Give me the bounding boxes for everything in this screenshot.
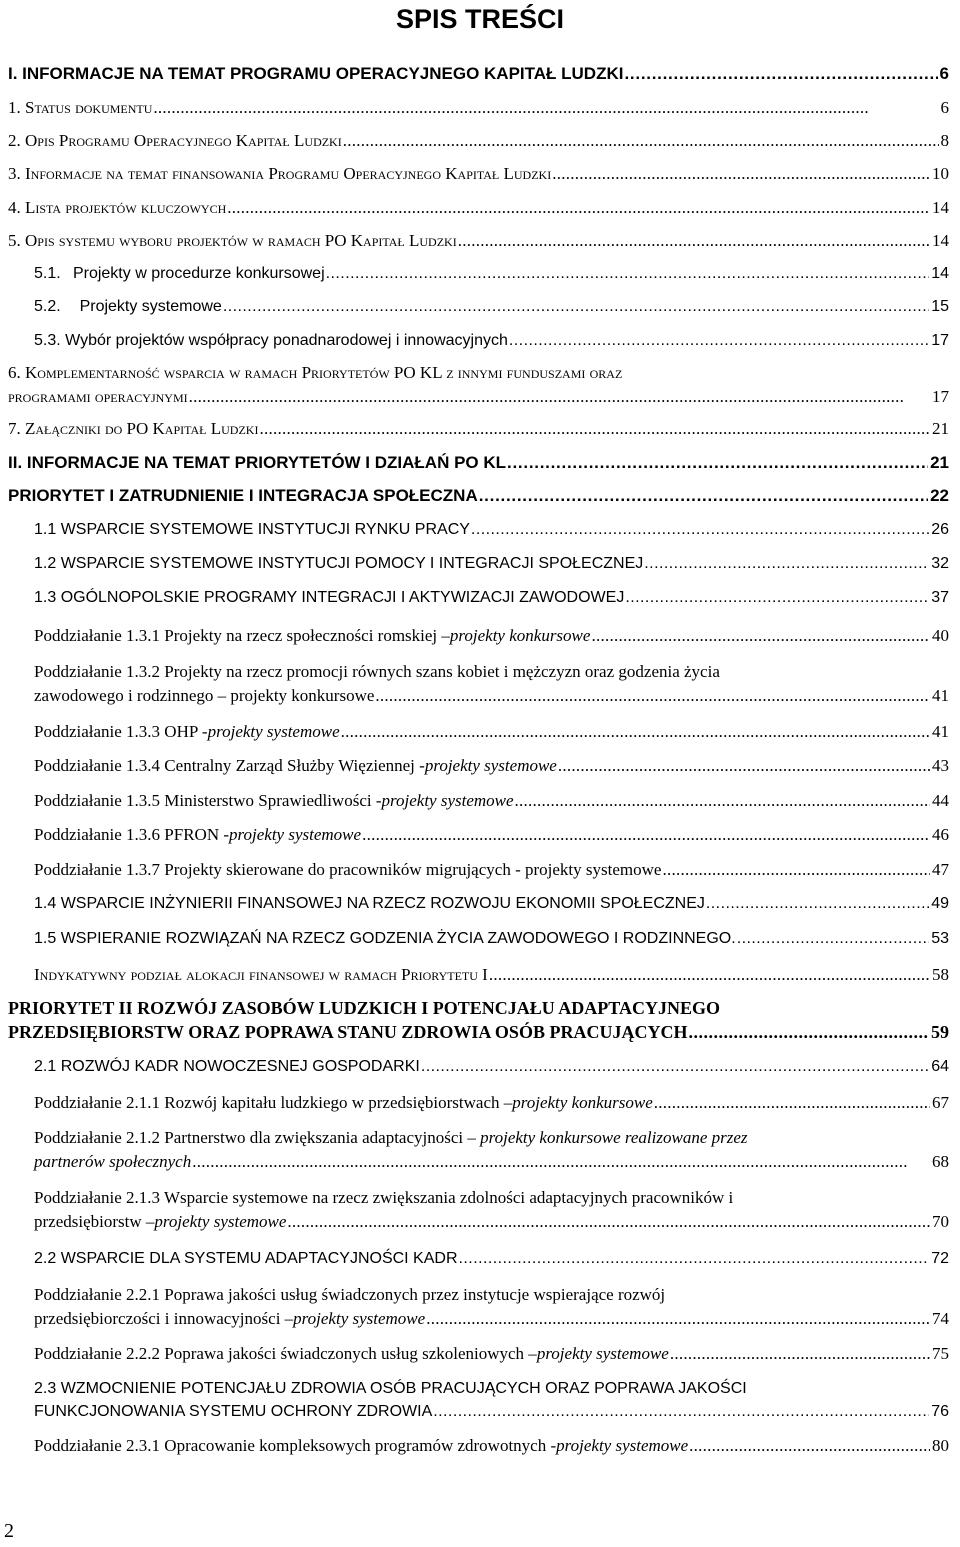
- toc-entry[interactable]: [34, 965, 949, 985]
- page-number: 2: [4, 1520, 14, 1542]
- toc-entry-title: zawodowego i rodzinnego – projekty konkursowe: [34, 686, 375, 705]
- toc-entry[interactable]: [8, 64, 949, 84]
- toc-entry-line1: 6. Komplementarność wsparcia w ramach Priorytetów PO KL z innymi funduszami oraz: [8, 363, 623, 382]
- toc-entry-line1: Poddziałanie 2.1.3 Wsparcie systemowe na rzecz zwiększania zdolności adaptacyjnych pracowników i: [34, 1188, 734, 1207]
- toc-entry-title: 5.3. Wybór projektów współpracy ponadnarodowej i innowacyjnych: [34, 332, 508, 349]
- toc-leader-dots: [191, 1152, 930, 1172]
- toc-leader-dots: [325, 265, 930, 283]
- toc-entry-title: 3. Informacje na temat finansowania Programu Operacyjnego Kapitał Ludzki: [8, 164, 552, 183]
- toc-leader-dots: [188, 387, 930, 407]
- toc-leader-dots: [340, 722, 930, 742]
- toc-leader-dots: [432, 1403, 929, 1421]
- toc-entry[interactable]: [8, 419, 949, 439]
- toc-leader-dots: [152, 98, 938, 118]
- toc-entry[interactable]: [8, 198, 949, 218]
- toc-entry-page: 14: [931, 265, 949, 282]
- toc-entry-title: 1.4 WSPARCIE INŻYNIERII FINANSOWEJ NA RZECZ ROZWOJU EKONOMII SPOŁECZNEJ: [34, 895, 705, 912]
- toc-entry-page: 26: [931, 521, 949, 538]
- toc-entry-line1: 2.3 WZMOCNIENIE POTENCJAŁU ZDROWIA OSÓB PRACUJĄCYCH ORAZ POPRAWA JAKOŚCI: [34, 1380, 747, 1397]
- toc-entry[interactable]: [34, 1344, 949, 1364]
- toc-entry-title: Projekty systemowe: [79, 298, 222, 315]
- toc-entry-page: 80: [932, 1436, 949, 1455]
- toc-leader-dots: [222, 298, 929, 316]
- toc-entry[interactable]: [34, 1152, 949, 1172]
- toc-leader-dots: [688, 1436, 930, 1456]
- toc-leader-dots: [669, 1344, 930, 1364]
- toc-entry-title: Poddziałanie 1.3.3 OHP -: [34, 722, 208, 741]
- toc-entry-title: 1.1 WSPARCIE SYSTEMOWE INSTYTUCJI RYNKU PRACY: [34, 521, 470, 538]
- toc-entry-title: Poddziałanie 1.3.6 PFRON -: [34, 825, 230, 844]
- toc-entry-italic: projekty konkursowe: [449, 626, 591, 645]
- toc-entry-title: 7. Załączniki do PO Kapitał Ludzki: [8, 419, 259, 438]
- toc-leader-dots: [374, 686, 930, 706]
- toc-entry-title: PRIORYTET I ZATRUDNIENIE I INTEGRACJA SPOŁECZNA: [8, 486, 478, 505]
- toc-leader-dots: [458, 1250, 930, 1268]
- toc-leader-dots: [226, 198, 930, 218]
- toc-entry[interactable]: [34, 791, 949, 811]
- toc-entry-italic: projekty systemowe: [207, 722, 340, 741]
- toc-entry-title: 1.3 OGÓLNOPOLSKIE PROGRAMY INTEGRACJI I AKTYWIZACJI ZAWODOWEJ: [34, 589, 625, 606]
- toc-entry-title: Poddziałanie 1.3.7 Projekty skierowane do pracowników migrujących - projekty systemowe: [34, 860, 662, 879]
- toc-leader-dots: [643, 555, 929, 573]
- toc-entry[interactable]: [34, 521, 949, 539]
- toc-entry-page: 32: [931, 555, 949, 572]
- toc-entry[interactable]: [34, 1436, 949, 1456]
- toc-entry[interactable]: [34, 722, 949, 742]
- toc-entry-italic: projekty systemowe: [556, 1436, 689, 1455]
- toc-entry-title: Indykatywny podział alokacji finansowej w ramach Priorytetu I: [34, 965, 488, 984]
- toc-entry-page: 21: [930, 453, 949, 472]
- toc-leader-dots: [425, 1309, 930, 1329]
- toc-entry[interactable]: [8, 1022, 949, 1043]
- toc-leader-dots: [258, 419, 930, 439]
- toc-entry-page: 49: [931, 895, 949, 912]
- document-title: SPIS TREŚCI: [395, 4, 565, 34]
- toc-entry[interactable]: [8, 387, 949, 407]
- toc-entry-title: 2.1 ROZWÓJ KADR NOWOCZESNEJ GOSPODARKI: [34, 1058, 420, 1075]
- toc-entry-line1: Poddziałanie 1.3.2 Projekty na rzecz promocji równych szans kobiet i mężczyzn oraz godzenia życia: [34, 662, 720, 681]
- toc-entry-title: Poddziałanie 1.3.1 Projekty na rzecz społeczności romskiej –: [34, 626, 450, 645]
- toc-entry[interactable]: [34, 626, 949, 646]
- toc-entry-page: 44: [932, 791, 949, 810]
- toc-entry-page: 41: [932, 686, 949, 705]
- toc-entry-page: 6: [940, 98, 949, 117]
- toc-entry[interactable]: [34, 1212, 949, 1232]
- toc-entry[interactable]: [34, 298, 949, 316]
- toc-entry-title: przedsiębiorstw –: [34, 1212, 155, 1231]
- toc-entry-page: 72: [931, 1250, 949, 1267]
- toc-entry-line1: [34, 1128, 748, 1148]
- toc-entry-page: 14: [932, 231, 949, 250]
- toc-entry-title: FUNKCJONOWANIA SYSTEMU OCHRONY ZDROWIA: [34, 1403, 433, 1420]
- toc-entry-title: 5. Opis systemu wyboru projektów w ramach PO Kapitał Ludzki: [8, 231, 457, 250]
- toc-entry[interactable]: [8, 131, 949, 151]
- toc-leader-dots: [457, 231, 930, 251]
- toc-entry-line1: Poddziałanie 2.2.1 Poprawa jakości usług świadczonych przez instytucje wspierające rozwój: [34, 1285, 666, 1304]
- toc-entry-page: 14: [932, 198, 949, 217]
- toc-entry[interactable]: [34, 1058, 949, 1076]
- toc-leader-dots: [624, 589, 929, 607]
- toc-entry-page: 41: [932, 722, 949, 741]
- toc-entry-title: 2. Opis Programu Operacyjnego Kapitał Ludzki: [8, 131, 342, 150]
- toc-leader-dots: [736, 930, 930, 948]
- toc-leader-dots: [420, 1058, 929, 1076]
- toc-leader-dots: [705, 895, 929, 913]
- toc-entry-page: 68: [932, 1152, 949, 1171]
- toc-entry-italic: projekty systemowe: [536, 1344, 669, 1363]
- toc-entry[interactable]: [34, 589, 949, 607]
- toc-entry[interactable]: [34, 1309, 949, 1329]
- toc-entry-page: 40: [932, 626, 949, 645]
- toc-entry-title: 2.2 WSPARCIE DLA SYSTEMU ADAPTACYJNOŚCI KADR: [34, 1250, 458, 1267]
- toc-entry-page: 74: [932, 1309, 949, 1328]
- toc-entry-italic: projekty systemowe: [424, 756, 557, 775]
- toc-leader-dots: [361, 825, 930, 845]
- toc-leader-dots: [508, 332, 929, 350]
- toc-entry-page: 58: [932, 965, 949, 984]
- toc-entry-page: 75: [932, 1344, 949, 1363]
- toc-leader-dots: [551, 164, 930, 184]
- toc-entry-italic: projekty systemowe: [293, 1309, 426, 1328]
- toc-entry-page: 10: [932, 164, 949, 183]
- toc-entry-page: 6: [939, 64, 949, 83]
- toc-entry[interactable]: [34, 555, 949, 573]
- toc-leader-dots: [590, 626, 930, 646]
- toc-entry-italic: projekty konkursowe: [512, 1093, 653, 1112]
- toc-entry-italic: partnerów społecznych: [34, 1152, 192, 1171]
- toc-leader-dots: [286, 1212, 930, 1232]
- toc-leader-dots: [342, 131, 939, 151]
- toc-entry-page: 67: [932, 1093, 949, 1112]
- toc-entry-title: I. INFORMACJE NA TEMAT PROGRAMU OPERACYJNEGO KAPITAŁ LUDZKI: [8, 64, 624, 83]
- toc-entry[interactable]: [34, 686, 949, 706]
- toc-entry-number: 5.2.: [34, 298, 61, 315]
- toc-entry-page: 53: [931, 930, 949, 947]
- toc-leader-dots: [661, 860, 930, 880]
- toc-entry-page: 17: [931, 332, 949, 349]
- toc-entry-page: 17: [932, 387, 949, 406]
- toc-entry-title: 4. Lista projektów kluczowych: [8, 198, 227, 217]
- toc-entry-italic: projekty konkursowe realizowane przez: [480, 1128, 748, 1147]
- toc-entry[interactable]: [34, 332, 949, 350]
- toc-entry-title: Poddziałanie 1.3.5 Ministerstwo Sprawiedliwości -: [34, 791, 382, 810]
- toc-entry-title: Poddziałanie 1.3.4 Centralny Zarząd Służby Więziennej -: [34, 756, 425, 775]
- toc-entry[interactable]: [8, 98, 949, 118]
- toc-entry[interactable]: [8, 164, 949, 184]
- toc-entry-page: 15: [931, 298, 949, 315]
- toc-entry-page: 70: [932, 1212, 949, 1231]
- toc-entry[interactable]: [34, 1093, 949, 1113]
- toc-entry-page: 64: [931, 1058, 949, 1075]
- toc-entry-page: 43: [932, 756, 949, 775]
- toc-entry-title: II. INFORMACJE NA TEMAT PRIORYTETÓW I DZIAŁAŃ PO KL: [8, 453, 507, 472]
- toc-entry-title: PRZEDSIĘBIORSTW ORAZ POPRAWA STANU ZDROWIA OSÓB PRACUJĄCYCH: [8, 1022, 688, 1042]
- toc-entry-page: 46: [932, 825, 949, 844]
- toc-entry-italic: projekty systemowe: [229, 825, 362, 844]
- toc-entry[interactable]: [34, 756, 949, 776]
- toc-entry-line1: PRIORYTET II ROZWÓJ ZASOBÓW LUDZKICH I POTENCJAŁU ADAPTACYJNEGO: [8, 998, 720, 1018]
- toc-entry-title: przedsiębiorczości i innowacyjności –: [34, 1309, 294, 1328]
- toc-entry-number: 5.1.: [34, 265, 61, 282]
- toc-entry-page: 47: [932, 860, 949, 879]
- toc-entry-page: 22: [930, 486, 949, 505]
- toc-entry-title: programami operacyjnymi: [8, 387, 188, 406]
- toc-entry[interactable]: [8, 486, 949, 506]
- toc-entry-title: Poddziałanie 2.3.1 Opracowanie kompleksowych programów zdrowotnych -: [34, 1436, 557, 1455]
- toc-entry-title: Projekty w procedurze konkursowej: [72, 265, 325, 282]
- toc-entry-page: 76: [931, 1403, 949, 1420]
- toc-leader-dots: [623, 64, 937, 84]
- toc-entry-page: 37: [931, 589, 949, 606]
- toc-entry-italic: projekty systemowe: [154, 1212, 287, 1231]
- toc-leader-dots: [514, 791, 930, 811]
- toc-leader-dots: [488, 965, 930, 985]
- toc-entry-page: 21: [932, 419, 949, 438]
- toc-entry[interactable]: [34, 895, 949, 913]
- toc-leader-dots: [470, 521, 929, 539]
- toc-entry[interactable]: [34, 860, 949, 880]
- toc-entry-line1-text: Poddziałanie 2.1.2 Partnerstwo dla zwiększania adaptacyjności –: [34, 1128, 481, 1147]
- toc-entry-title: Poddziałanie 2.2.2 Poprawa jakości świadczonych usług szkoleniowych –: [34, 1344, 537, 1363]
- toc-entry-italic: projekty systemowe: [381, 791, 514, 810]
- toc-entry-page: 59: [931, 1022, 949, 1042]
- toc-entry[interactable]: [34, 825, 949, 845]
- toc-leader-dots: [653, 1093, 930, 1113]
- toc-entry[interactable]: [8, 453, 949, 473]
- toc-entry-title: 1.5 WSPIERANIE ROZWIĄZAŃ NA RZECZ GODZENIA ŻYCIA ZAWODOWEGO I RODZINNEGO.: [34, 930, 736, 947]
- toc-entry-title: Poddziałanie 2.1.1 Rozwój kapitału ludzkiego w przedsiębiorstwach –: [34, 1093, 513, 1112]
- toc-leader-dots: [687, 1022, 929, 1043]
- toc-entry[interactable]: [34, 930, 949, 948]
- toc-leader-dots: [506, 453, 928, 473]
- toc-leader-dots: [557, 756, 930, 776]
- toc-entry-title: 1.2 WSPARCIE SYSTEMOWE INSTYTUCJI POMOCY I INTEGRACJI SPOŁECZNEJ: [34, 555, 644, 572]
- toc-entry[interactable]: [34, 1403, 949, 1421]
- toc-entry-title: 1. Status dokumentu: [8, 98, 153, 117]
- toc-entry[interactable]: [34, 1250, 949, 1268]
- toc-entry[interactable]: [8, 231, 949, 251]
- toc-entry-page: 8: [940, 131, 949, 150]
- toc-leader-dots: [478, 486, 928, 506]
- toc-entry[interactable]: [34, 265, 949, 283]
